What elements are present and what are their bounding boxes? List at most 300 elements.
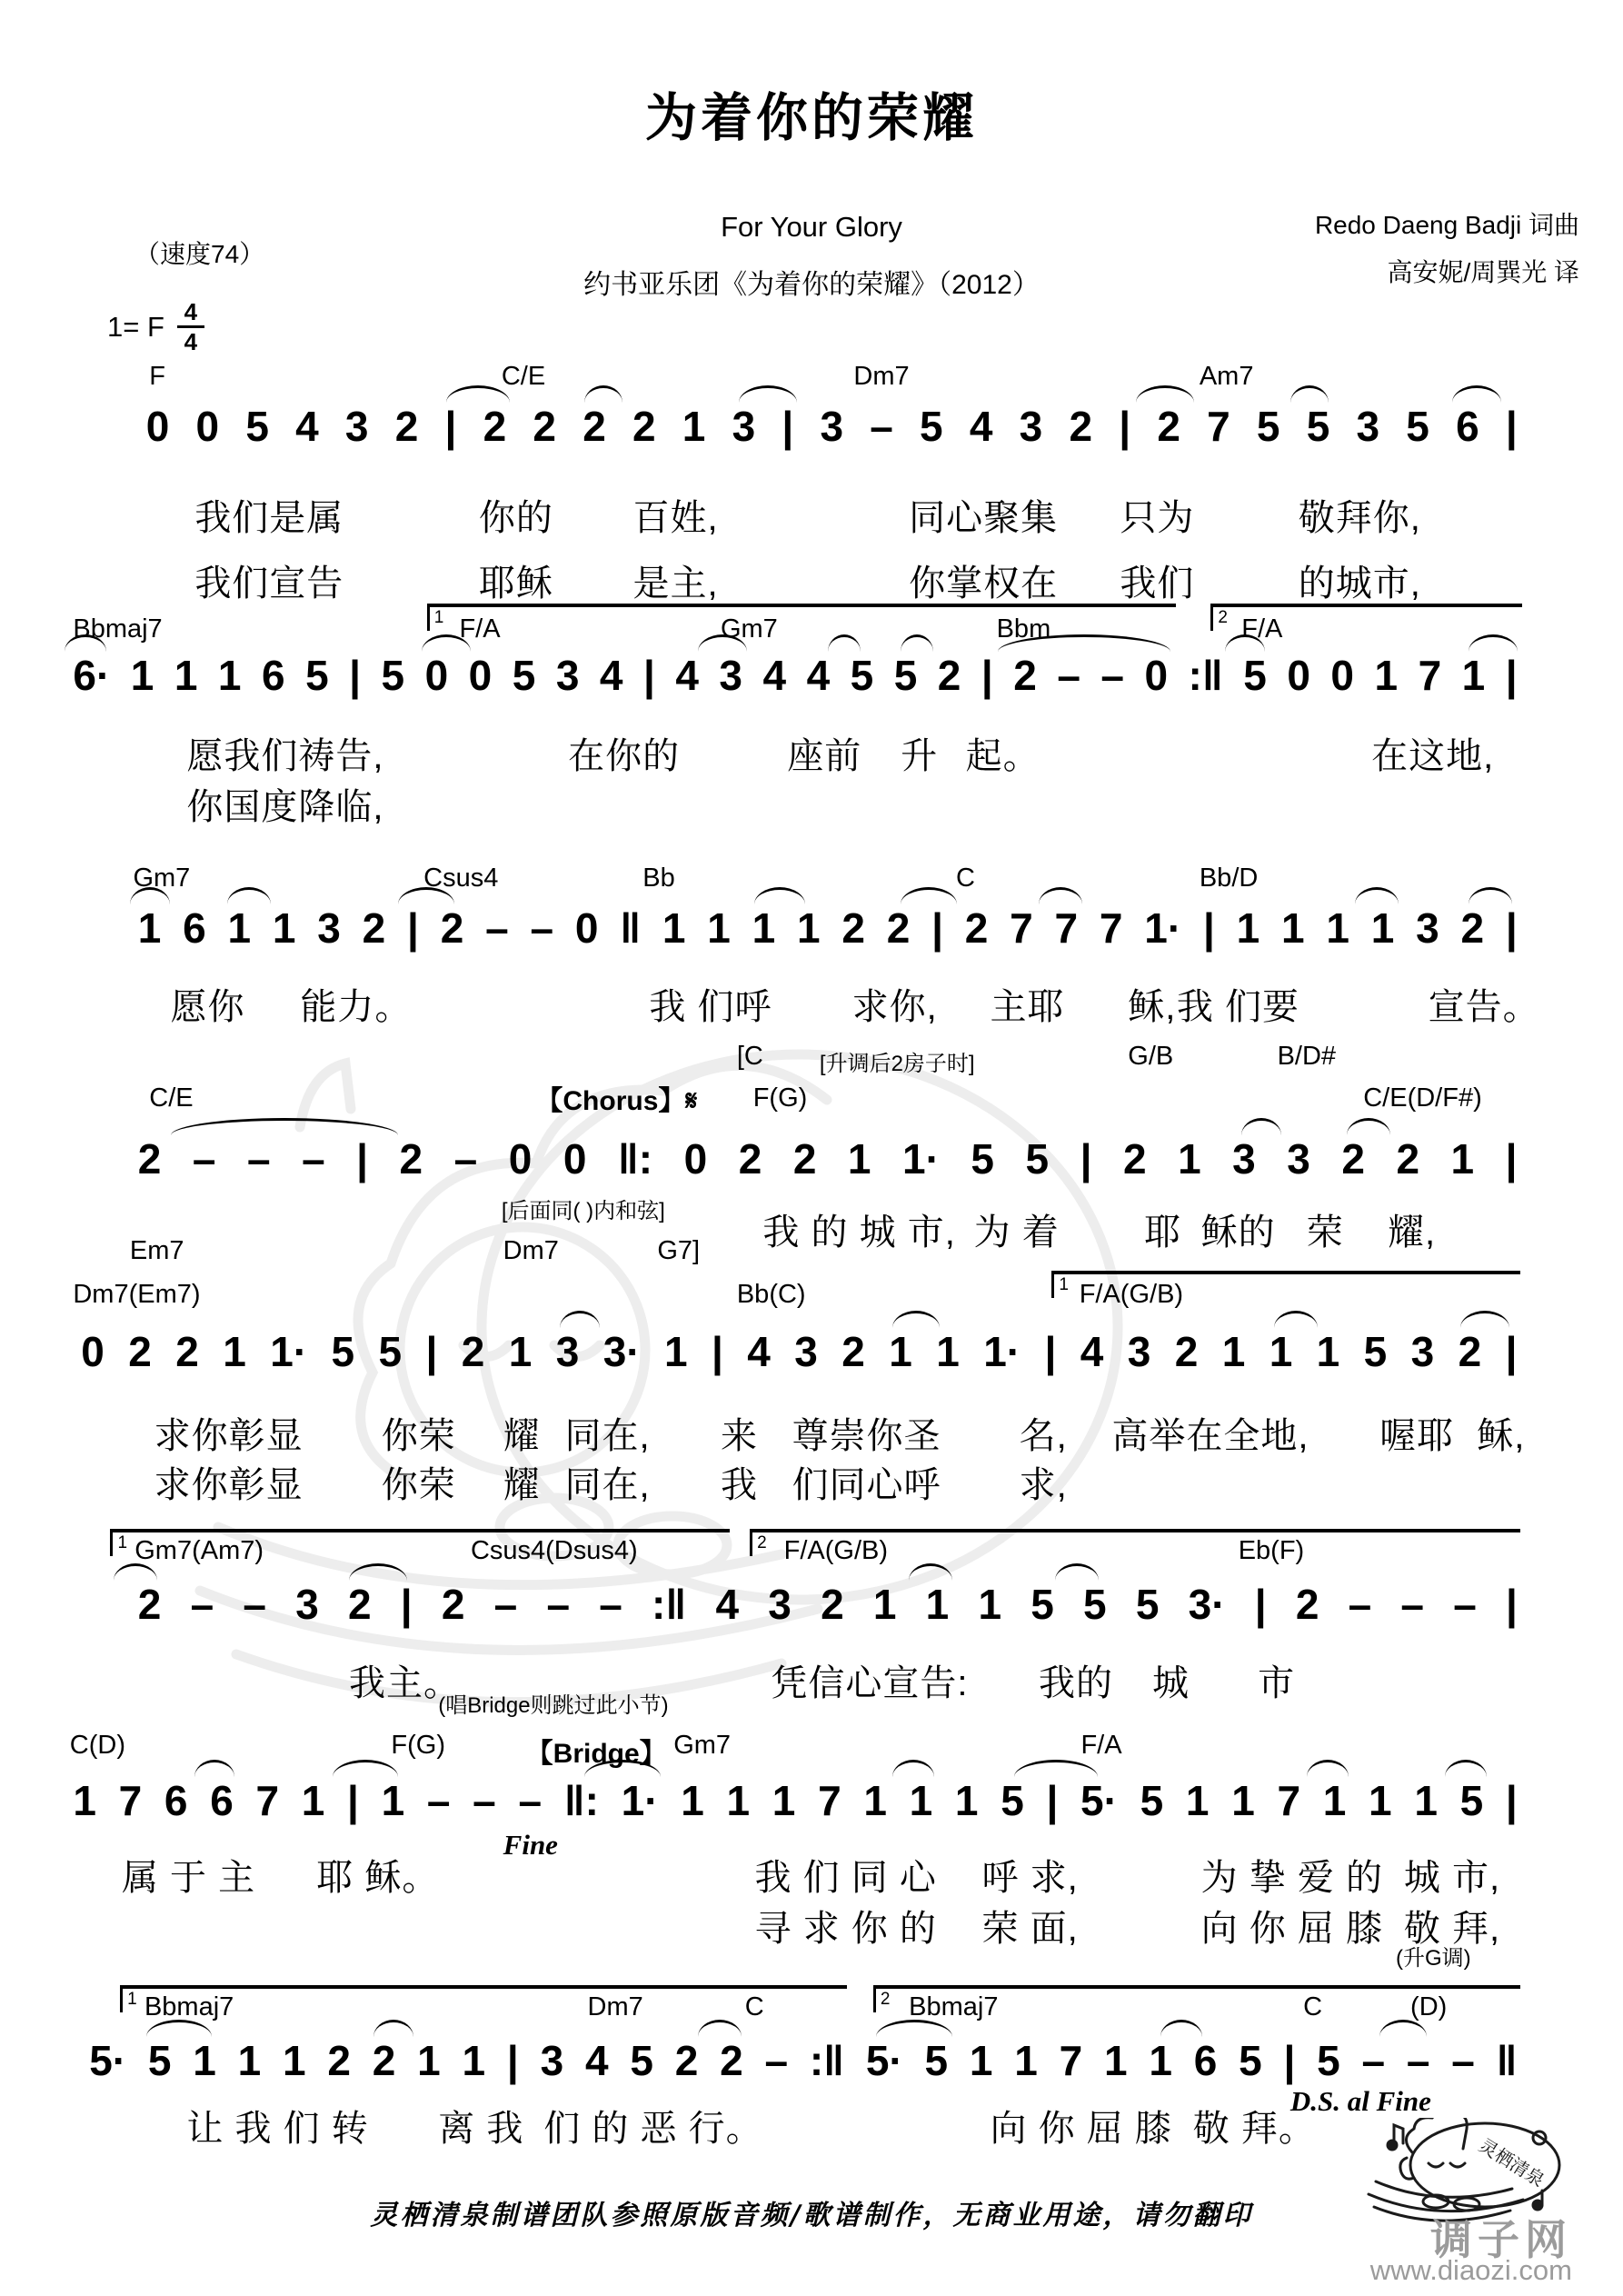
lyric-segment: 愿我们祷告, <box>186 736 384 776</box>
lyric-segment: 耶稣 <box>478 564 553 604</box>
notes-row-2 <box>73 652 1518 699</box>
note-token: 5 <box>1083 1581 1107 1628</box>
note-token: 1 <box>174 652 198 699</box>
note-token: – <box>493 1581 518 1628</box>
note-token: 2 <box>841 1328 865 1375</box>
note-token: 3 <box>555 652 580 699</box>
notes-row-4 <box>137 1135 1518 1183</box>
note-token: 1 <box>847 1135 871 1183</box>
lyric-segment: 你的 <box>478 498 553 538</box>
slur-arc <box>739 385 797 403</box>
chord-label: Gm7 <box>673 1731 732 1760</box>
note-token: 6 <box>183 904 206 952</box>
note-token: – <box>1100 652 1124 699</box>
note-token: 1· <box>983 1328 1021 1375</box>
lyric-segment: 让 我 们 转 <box>186 2109 369 2149</box>
note-token: 1 <box>1104 2037 1128 2084</box>
lyric-segment: 求你, <box>851 987 938 1027</box>
lyric-segment: 城 <box>1152 1663 1190 1703</box>
note-token: 2 <box>372 2037 396 2084</box>
logo-text: 灵栖清泉 <box>1475 2135 1548 2191</box>
note-token: | <box>642 652 655 699</box>
chord-label: Bb(C) <box>736 1280 806 1309</box>
note-token: | <box>1202 904 1215 952</box>
note-token: 2 <box>1174 1328 1199 1375</box>
note-token: | <box>1505 403 1518 450</box>
note-token: 2 <box>841 904 865 952</box>
note-token: – <box>246 1135 271 1183</box>
slur-arc <box>446 385 510 403</box>
note-token: – <box>1348 1581 1372 1628</box>
note-token: 1· <box>270 1328 308 1375</box>
annotation: D.S. al Fine <box>1289 2085 1431 2117</box>
note-token: | <box>407 904 419 952</box>
subtitle-english: For Your Glory <box>721 211 902 243</box>
note-token: 2 <box>362 904 386 952</box>
note-token: | <box>444 403 457 450</box>
note-token: – <box>1400 1581 1425 1628</box>
note-token: – <box>302 1135 325 1183</box>
chord-label: Am7 <box>1199 362 1254 391</box>
lyric-segment: 你荣 <box>381 1416 456 1456</box>
lyric-segment: 敬 拜。 <box>1192 2109 1316 2149</box>
lyric-segment: 市 <box>1258 1663 1296 1703</box>
note-token: 6 <box>210 1777 234 1824</box>
note-token: 1 <box>682 403 706 450</box>
note-token: 3 <box>317 904 341 952</box>
note-token: 7 <box>1010 904 1033 952</box>
slur-arc <box>1460 1311 1509 1328</box>
note-token: 2 <box>137 1135 162 1183</box>
note-token: 1 <box>1281 904 1305 952</box>
note-token: 1 <box>130 652 154 699</box>
note-token: 7 <box>1207 403 1230 450</box>
note-token: | <box>425 1328 438 1375</box>
lyric-segment: 我 <box>720 1465 758 1505</box>
slur-arc <box>901 887 957 904</box>
note-token: 1 <box>193 2037 216 2084</box>
slur-arc <box>560 1311 600 1328</box>
note-token: 4 <box>295 403 319 450</box>
chord-label: F/A <box>459 614 501 644</box>
note-token: | <box>712 1328 723 1375</box>
chord-label: C/E <box>149 1083 194 1113</box>
slur-arc <box>1055 1563 1099 1581</box>
chord-label: Bbmaj7 <box>909 1992 999 2021</box>
chord-label: Eb(F) <box>1238 1536 1305 1565</box>
chord-label: Gm7 <box>133 863 191 893</box>
notes-row-5 <box>81 1328 1518 1375</box>
note-token: 2 <box>1396 1135 1420 1183</box>
lyric-segment: 同心聚集 <box>909 498 1059 538</box>
lyric-segment: 稣的 <box>1200 1213 1276 1253</box>
volta-number: 2 <box>1218 608 1228 627</box>
lyric-segment: 你荣 <box>381 1465 456 1505</box>
chord-label: Dm7 <box>853 362 910 391</box>
note-token: 5 <box>1025 1135 1050 1183</box>
lyric-segment: 高举在全地, <box>1111 1416 1309 1456</box>
note-token: 5 <box>924 2037 949 2084</box>
chord-label: Bbm <box>996 614 1051 644</box>
note-token: 0 <box>508 1135 533 1183</box>
chord-label: Gm7 <box>720 614 778 644</box>
chord-label: F/A(G/B) <box>1079 1280 1184 1309</box>
note-token: 5 <box>378 1328 403 1375</box>
lyric-segment: 荣 面, <box>981 1909 1079 1949</box>
annotation: Fine <box>503 1829 558 1861</box>
lyric-segment: 为 着 <box>973 1213 1060 1253</box>
notes-row-1 <box>145 403 1518 450</box>
note-token: 1 <box>137 904 162 952</box>
note-token: – <box>546 1581 571 1628</box>
note-token: 5 <box>1001 1777 1024 1824</box>
annotation: G/B <box>1128 1042 1174 1071</box>
lyric-segment: 凭信心宣告: <box>771 1663 969 1703</box>
annotation: G7] <box>657 1236 701 1265</box>
lyric-segment: 宣告。 <box>1428 987 1540 1027</box>
note-token: 2 <box>347 1581 372 1628</box>
volta-number: 1 <box>117 1533 128 1552</box>
note-token: 1 <box>872 1581 897 1628</box>
lyric-segment: 我 的 城 市, <box>762 1213 956 1253</box>
note-token: 4 <box>806 652 831 699</box>
note-token: 2 <box>937 652 961 699</box>
note-token: | <box>506 2037 519 2084</box>
slur-arc <box>1160 2020 1202 2037</box>
note-token: 3 <box>344 403 369 450</box>
note-token: 3· <box>1188 1581 1226 1628</box>
lyric-segment: 我们 <box>1120 564 1195 604</box>
slur-arc <box>1347 1118 1390 1135</box>
note-token: – <box>485 904 509 952</box>
note-token: | <box>1505 652 1518 699</box>
note-token: – <box>1406 2037 1430 2084</box>
page-title: 为着你的荣耀 <box>645 89 978 147</box>
watermark-brand: 调子网 <box>1430 2216 1572 2263</box>
lyric-segment: 尊崇你圣 <box>792 1416 941 1456</box>
notes-row-3 <box>137 904 1518 952</box>
note-token: 2 <box>720 2037 743 2084</box>
lyric-segment: 你掌权在 <box>909 564 1059 604</box>
note-token: 6 <box>261 652 285 699</box>
lyric-segment: 是主, <box>632 564 719 604</box>
chord-label: F/A <box>1241 614 1283 644</box>
note-token: 5 <box>1243 652 1267 699</box>
note-token: | <box>356 1135 369 1183</box>
note-token: 3 <box>540 2037 564 2084</box>
note-token: 1 <box>237 2037 262 2084</box>
note-token: 2 <box>441 1581 465 1628</box>
note-token: 1 <box>797 904 821 952</box>
lyric-segment: 稣, <box>1128 987 1177 1027</box>
lyric-segment: 升 <box>901 736 939 776</box>
slur-arc <box>373 2020 413 2037</box>
note-token: 5· <box>1080 1777 1118 1824</box>
note-token: | <box>1505 1135 1518 1183</box>
chord-label: F(G) <box>391 1731 446 1760</box>
note-token: 3 <box>1416 904 1439 952</box>
chord-label: Csus4 <box>423 863 499 893</box>
volta-number: 2 <box>757 1533 767 1552</box>
note-token: 1 <box>1322 1777 1347 1824</box>
lyric-segment: 离 我 <box>438 2109 524 2149</box>
annotation: B/D# <box>1277 1042 1337 1071</box>
lyric-segment: 我们是属 <box>194 498 344 538</box>
note-token: 0 <box>563 1135 587 1183</box>
note-token: 5 <box>1363 1328 1388 1375</box>
note-token: 5 <box>630 2037 653 2084</box>
slur-arc <box>1136 385 1194 403</box>
note-token: 2 <box>1295 1581 1319 1628</box>
note-token: 3 <box>768 1581 792 1628</box>
volta-number: 1 <box>127 1990 137 2009</box>
note-token: 1 <box>863 1777 887 1824</box>
note-token: 5 <box>1239 2037 1262 2084</box>
note-token: 2 <box>461 1328 485 1375</box>
note-token: 6 <box>1193 2037 1218 2084</box>
lyric-segment: 只为 <box>1120 498 1195 538</box>
note-token: – <box>453 1135 478 1183</box>
slur-arc <box>349 1563 407 1581</box>
note-token: 5 <box>331 1328 355 1375</box>
key-signature <box>107 300 204 354</box>
volta-bracket-1 <box>427 604 1177 631</box>
slur-arc <box>1039 887 1082 904</box>
note-token: 1 <box>662 904 686 952</box>
lyric-segment: 我们宣告 <box>194 564 344 604</box>
slur-arc <box>892 1311 940 1328</box>
note-token: 1 <box>664 1328 688 1375</box>
note-token: 0 <box>683 1135 708 1183</box>
lyric-segment: 愿你 <box>170 987 245 1027</box>
note-token: | <box>1046 1777 1059 1824</box>
note-token: 3 <box>295 1581 319 1628</box>
note-token: 2 <box>886 904 911 952</box>
lyric-segment: 名, <box>1019 1416 1068 1456</box>
note-token: – <box>243 1581 266 1628</box>
note-token: 3· <box>602 1328 641 1375</box>
note-token: 5 <box>1135 1581 1160 1628</box>
note-token: 1 <box>1269 1328 1293 1375</box>
note-token: 6 <box>164 1777 188 1824</box>
chord-label: C <box>1303 1992 1323 2021</box>
time-signature: 4 4 <box>177 300 204 354</box>
note-token: – <box>473 1777 496 1824</box>
slur-arc <box>1469 887 1512 904</box>
note-token: 5 <box>971 1135 995 1183</box>
note-token: 1 <box>978 1581 1002 1628</box>
lyric-segment: 我 们呼 <box>649 987 772 1027</box>
note-token: 1 <box>969 2037 993 2084</box>
note-token: 2 <box>394 403 419 450</box>
note-token: 1· <box>621 1777 659 1824</box>
slur-arc <box>901 634 933 652</box>
note-token: 2 <box>1460 904 1485 952</box>
note-token: 2 <box>327 2037 351 2084</box>
volta-number: 1 <box>433 608 444 627</box>
note-token: 0 <box>1144 652 1169 699</box>
lyric-segment: 同在, <box>564 1416 651 1456</box>
lyric-segment: 能力。 <box>300 987 413 1027</box>
annotation: [后面同( )内和弦] <box>501 1199 665 1223</box>
annotation: [升调后2房子时] <box>819 1052 975 1076</box>
lyric-segment: 你国度降临, <box>186 787 384 827</box>
chord-label: C/E(D/F#) <box>1363 1083 1482 1113</box>
chord-label: F/A(G/B) <box>783 1536 889 1565</box>
note-token: – <box>426 1777 451 1824</box>
note-token: 1 <box>936 1328 960 1375</box>
note-token: 5 <box>1459 1777 1484 1824</box>
note-token: ‖ <box>1496 2037 1518 2084</box>
lyric-segment: 耶 稣。 <box>316 1858 440 1898</box>
note-token: 5 <box>512 652 536 699</box>
note-token: 4 <box>675 652 699 699</box>
lyric-segment: 属 于 主 <box>121 1858 256 1898</box>
note-token: | <box>347 1777 359 1824</box>
note-token: 3 <box>1410 1328 1435 1375</box>
note-token: 1 <box>1316 1328 1340 1375</box>
note-token: 4 <box>969 403 993 450</box>
lyric-segment: 求你彰显 <box>154 1465 304 1505</box>
note-token: 2 <box>821 1581 844 1628</box>
note-token: 7 <box>1054 904 1079 952</box>
lyric-segment: 的城市, <box>1298 564 1421 604</box>
lyric-segment: 耀 <box>503 1465 541 1505</box>
note-token: 3 <box>1287 1135 1310 1183</box>
note-token: 1 <box>462 2037 486 2084</box>
note-token: 2 <box>137 1581 162 1628</box>
annotation: (升G调) <box>1395 1946 1471 1971</box>
footer-note: 灵栖清泉制谱团队参照原版音频/歌谱制作，无商业用途，请勿翻印 <box>370 2200 1253 2231</box>
note-token: 0 <box>468 652 493 699</box>
note-token: 2 <box>399 1135 423 1183</box>
note-token: 3 <box>794 1328 818 1375</box>
note-token: 1 <box>508 1328 533 1375</box>
note-token: | <box>1505 904 1518 952</box>
note-token: 2 <box>1157 403 1180 450</box>
note-token: 7 <box>1099 904 1123 952</box>
lyric-segment: 求, <box>1019 1465 1068 1505</box>
lyric-segment: 在这地, <box>1371 736 1495 776</box>
note-token: 1 <box>1236 904 1260 952</box>
key-label: 1= F <box>107 310 164 343</box>
lyric-segment: 在你的 <box>568 736 681 776</box>
note-token: 5 <box>1306 403 1330 450</box>
note-token: 0 <box>145 403 170 450</box>
source-line: 约书亚乐团《为着你的荣耀》（2012） <box>583 270 1040 300</box>
credit-composer: Redo Daeng Badji 词曲 <box>1314 211 1579 239</box>
note-token: 0 <box>1330 652 1354 699</box>
note-token: | <box>1119 403 1131 450</box>
note-token: 0 <box>574 904 599 952</box>
slur-arc <box>333 1760 398 1777</box>
note-token: 1· <box>902 1135 940 1183</box>
note-token: 1 <box>909 1777 933 1824</box>
lyric-segment: 求你彰显 <box>154 1416 304 1456</box>
lyric-segment: 城 市, <box>1403 1858 1501 1898</box>
note-token: 5 <box>1317 2037 1340 2084</box>
note-token: 3 <box>719 652 742 699</box>
notes-row-6 <box>137 1581 1518 1628</box>
note-token: 0 <box>195 403 220 450</box>
lyric-segment: 们 的 恶 行。 <box>543 2109 763 2149</box>
lyric-segment: 耀, <box>1388 1213 1437 1253</box>
slur-arc <box>227 887 271 904</box>
slur-arc <box>1355 887 1399 904</box>
note-token: 1· <box>1144 904 1182 952</box>
lyric-segment: 百姓, <box>632 498 719 538</box>
note-token: | <box>1505 1777 1518 1824</box>
note-token: 2 <box>1013 652 1037 699</box>
notes-row-8 <box>89 2037 1518 2084</box>
note-token: 2 <box>674 2037 699 2084</box>
note-token: 2 <box>964 904 989 952</box>
note-token: | <box>1506 1581 1518 1628</box>
note-token: 5 <box>850 652 874 699</box>
chord-label: Gm7(Am7) <box>134 1536 264 1565</box>
lyric-segment: 们同心呼 <box>792 1465 941 1505</box>
lyric-segment: 座前 <box>787 736 862 776</box>
note-token: 1 <box>1221 1328 1246 1375</box>
slur-arc <box>1290 385 1329 403</box>
note-token: 1 <box>217 652 242 699</box>
lyric-segment: 耶 <box>1144 1213 1182 1253</box>
note-token: 0 <box>1287 652 1310 699</box>
note-token: 5 <box>381 652 405 699</box>
chord-label: (D) <box>1410 1992 1448 2021</box>
lyric-segment: 寻 求 你 的 <box>754 1909 937 1949</box>
note-token: – <box>192 1135 216 1183</box>
note-token: 4 <box>747 1328 771 1375</box>
note-token: 3 <box>1127 1328 1151 1375</box>
lyric-segment: 荣 <box>1306 1213 1344 1253</box>
note-token: 4 <box>599 652 623 699</box>
note-token: 2 <box>533 403 556 450</box>
slur-arc <box>1241 1118 1281 1135</box>
note-token: :‖ <box>652 1581 687 1628</box>
note-token: 1 <box>1369 1777 1392 1824</box>
note-token: 7 <box>255 1777 280 1824</box>
slur-arc <box>892 1760 934 1777</box>
lyric-segment: 耀 <box>503 1416 541 1456</box>
note-token: :‖ <box>1188 652 1223 699</box>
note-token: 1 <box>1370 904 1395 952</box>
chord-label: F(G) <box>752 1083 808 1113</box>
note-token: 3 <box>820 403 844 450</box>
note-token: 1 <box>73 1777 96 1824</box>
note-token: 2 <box>632 403 656 450</box>
note-token: 2 <box>128 1328 152 1375</box>
chord-label: C/E <box>501 362 546 391</box>
lyric-segment: 我主。 <box>348 1663 461 1703</box>
note-token: 5 <box>1031 1581 1054 1628</box>
lyric-segment: 我 们 同 心 <box>754 1858 937 1898</box>
note-token: 0 <box>424 652 449 699</box>
note-token: 3 <box>555 1328 580 1375</box>
note-token: 5 <box>245 403 269 450</box>
note-token: 5· <box>89 2037 127 2084</box>
note-token: 5 <box>1256 403 1280 450</box>
note-token: ‖: <box>563 1777 599 1824</box>
note-token: – <box>518 1777 543 1824</box>
note-token: 1 <box>1149 2037 1172 2084</box>
note-token: 2 <box>1458 1328 1482 1375</box>
note-token: | <box>931 904 943 952</box>
chord-label: 【Bridge】 <box>525 1739 667 1769</box>
note-token: ‖ <box>620 904 642 952</box>
note-token: 2 <box>440 904 464 952</box>
note-token: 1 <box>283 2037 306 2084</box>
